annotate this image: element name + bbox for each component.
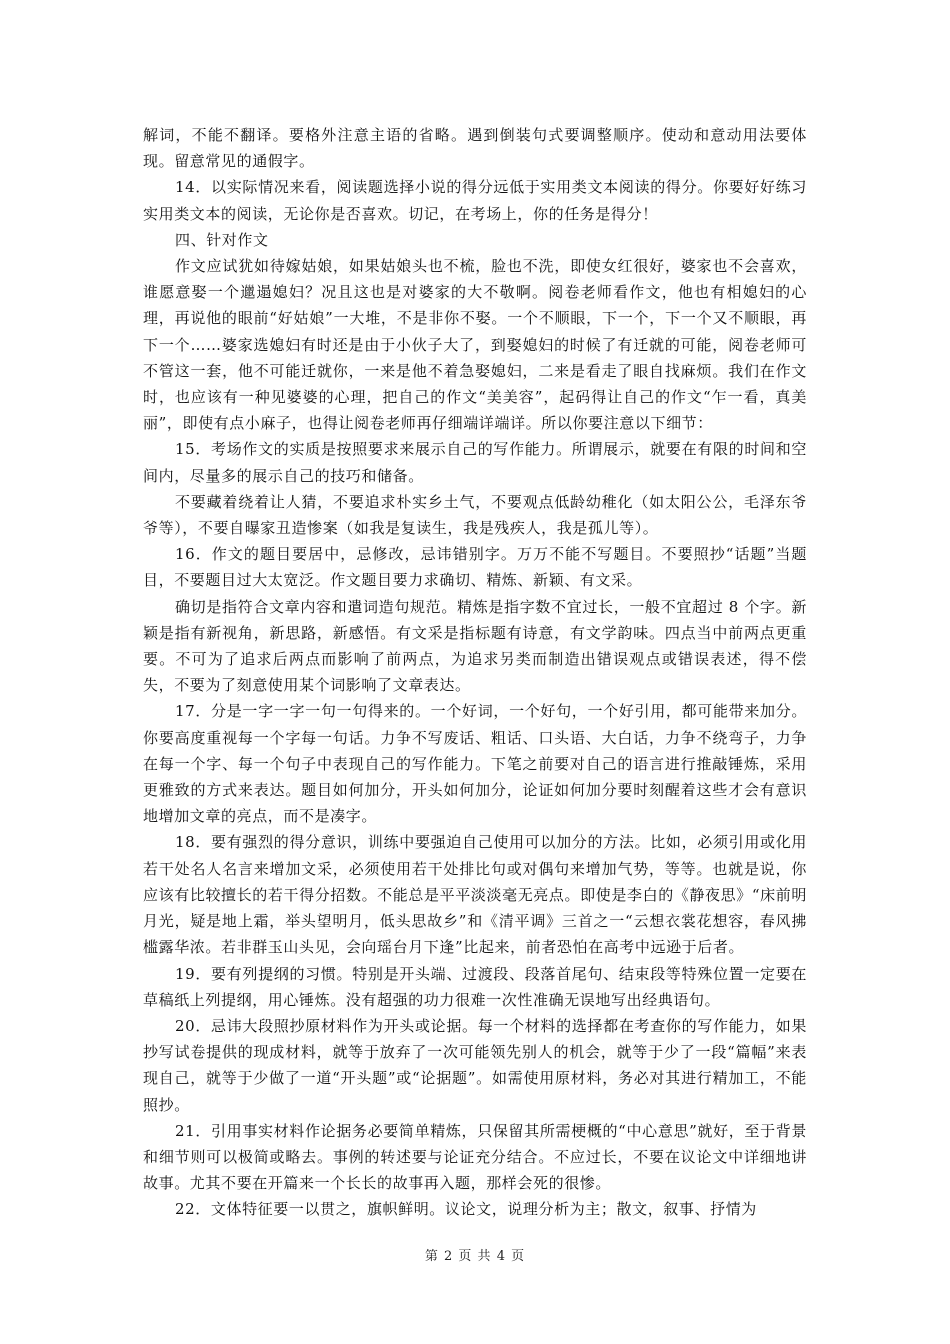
paragraph-item-16: 16．作文的题目要居中，忌修改，忌讳错别字。万万不能不写题目。不要照抄“话题”当题目，不要题目过大太宽泛。作文题目要力求确切、精炼、新颖、有文采。 <box>143 545 807 590</box>
section-heading-essay: 四、针对作文 <box>175 230 269 249</box>
paragraph-continuation: 解词，不能不翻译。要格外注意主语的省略。遇到倒装句式要调整顺序。使动和意动用法要体现。留意常见的通假字。 <box>143 126 807 171</box>
paragraph-item-20: 20．忌讳大段照抄原材料作为开头或论据。每一个材料的选择都在考查你的写作能力，如果抄写试卷提供的现成材料，就等于放弃了一次可能领先别人的机会，就等于少了一段“篇幅”来表现自己，就等于少做了一道“开头题”或“论据题”。如需使用原材料，务必对其进行精加工，不能照抄。 <box>143 1016 807 1114</box>
paragraph-item-21: 21．引用事实材料作论据务必要简单精炼，只保留其所需梗概的“中心意思”就好，至于背景和细节则可以极简或略去。事例的转述要与论证充分结合。不应过长，不要在议论文中详细地讲故事。尤其不要在开篇来一个长长的故事再入题，那样会死的很惨。 <box>143 1121 807 1193</box>
paragraph-item-14: 14．以实际情况来看，阅读题选择小说的得分远低于实用类文本阅读的得分。你要好好练习实用类文本的阅读，无论你是否喜欢。切记，在考场上，你的任务是得分！ <box>143 178 807 223</box>
paragraph-item-15: 15．考场作文的实质是按照要求来展示自己的写作能力。所谓展示，就要在有限的时间和空间内，尽量多的展示自己的技巧和储备。 <box>143 440 807 485</box>
paragraph-item-19: 19．要有列提纲的习惯。特别是开头端、过渡段、段落首尾句、结束段等特殊位置一定要在草稿纸上列提纲，用心锤炼。没有超强的功力很难一次性准确无误地写出经典语句。 <box>143 964 807 1009</box>
paragraph-item-15-detail: 不要藏着绕着让人猜，不要追求朴实乡土气，不要观点低龄幼稚化（如太阳公公，毛泽东爷爷等），不要自曝家丑造惨案（如我是复读生，我是残疾人，我是孤儿等）。 <box>143 492 807 538</box>
paragraph-item-18: 18．要有强烈的得分意识，训练中要强迫自己使用可以加分的方法。比如，必须引用或化用若干处名人名言来增加文采，必须使用若干处排比句或对偶句来增加气势，等等。也就是说，你应该有比较擅长的若干得分招数。不能总是平平淡淡毫无亮点。即使是李白的《静夜思》“床前明月光，疑是地上霜，举头望明月，低头思故乡”和《清平调》三首之一“云想衣裳花想容，春风拂槛露华浓。若非群玉山头见，会向瑶台月下逢”比起来，前者恐怕在高考中远逊于后者。 <box>143 833 807 957</box>
page-footer <box>0 1245 950 1264</box>
paragraph-item-17: 17．分是一字一字一句一句得来的。一个好词，一个好句，一个好引用，都可能带来加分。你要高度重视每一个字每一句话。力争不写废话、粗话、口头语、大白话，力争不绕弯子，力争在每一个字、每一个句子中表现自己的写作能力。下笔之前要对自己的语言进行推敲锤炼，采用更雅致的方式来表达。题目如何加分，开头如何加分，论证如何加分要时刻醒着这些才会有意识地增加文章的亮点，而不是凑字。 <box>143 702 807 826</box>
document-body <box>143 122 807 1223</box>
paragraph-item-16-detail: 确切是指符合文章内容和遣词造句规范。精炼是指字数不宜过长，一般不宜超过 8 个字。新颖是指有新视角，新思路，新感悟。有文采是指标题有诗意，有文学韵味。四点当中前两点更重要。不可为了追求后两点而影响了前两点，为追求另类而制造出错误观点或错误表述，得不偿失，不要为了刻意使用某个词影响了文章表达。 <box>143 597 807 695</box>
paragraph-essay-intro: 作文应试犹如待嫁姑娘，如果姑娘头也不梳，脸也不洗，即使女红很好，婆家也不会喜欢，谁愿意娶一个邋遢媳妇？况且这也是对婆家的大不敬啊。阅卷老师看作文，他也有相媳妇的心理，再说他的眼前“好姑娘”一大堆，不是非你不娶。一个不顺眼，下一个，下一个又不顺眼，再下一个……婆家选媳妇有时还是由于小伙子大了，到娶媳妇的时候了有迁就的可能，阅卷老师可不管这一套，他不可能迁就你，一来是他不着急娶媳妇，二来是看走了眼自找麻烦。我们在作文时，也应该有一种见婆婆的心理，把自己的作文“美美容”，起码得让自己的作文“乍一看，真美丽”，即使有点小麻子，也得让阅卷老师再仔细端详端详。所以你要注意以下细节： <box>143 257 807 433</box>
page-number: 第 2 页 共 4 页 <box>424 1249 526 1264</box>
paragraph-item-22: 22．文体特征要一以贯之，旗帜鲜明。议论文，说理分析为主；散文，叙事、抒情为 <box>175 1200 757 1219</box>
